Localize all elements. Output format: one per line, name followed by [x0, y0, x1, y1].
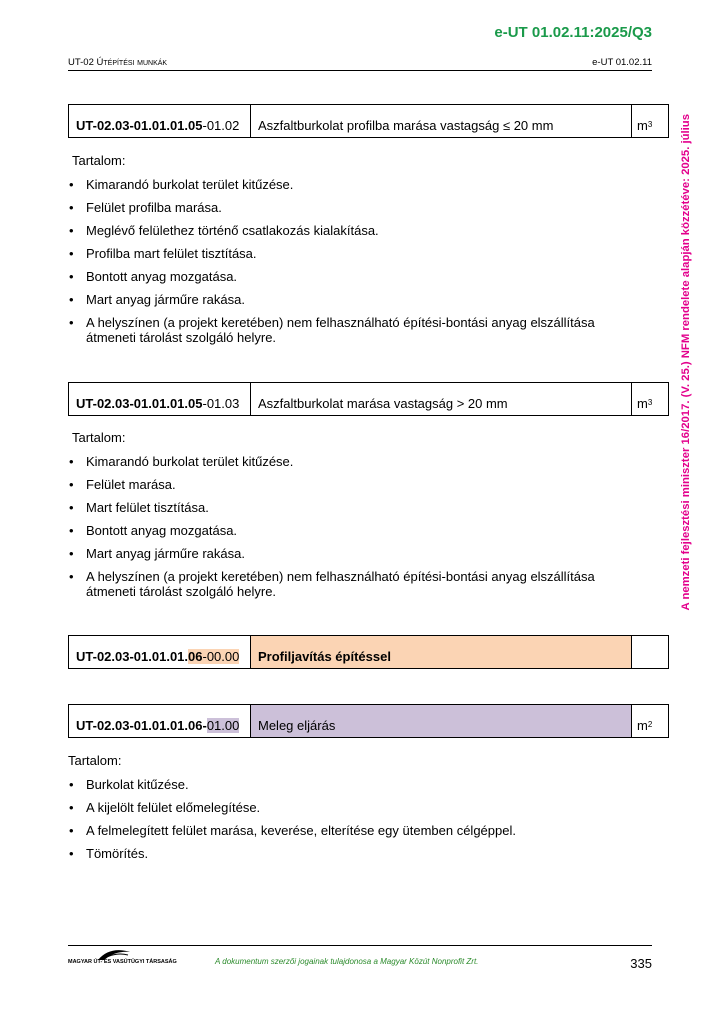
item-code-suffix: -00.00 — [202, 648, 240, 664]
item-code-suffix: -01.03 — [202, 395, 240, 411]
item-name: Aszfaltburkolat marása vastagság > 20 mm — [251, 383, 632, 415]
item-code — [69, 383, 251, 415]
content-label: Tartalom: — [72, 153, 126, 168]
list-item: • Kimarandó burkolat terület kitűzése. — [68, 177, 628, 192]
content-label: Tartalom: — [68, 753, 122, 768]
unit-base: m — [637, 117, 648, 133]
item-code-prefix: UT-02.03-01.01.01.05 — [76, 117, 203, 133]
content-list-4 — [68, 777, 628, 869]
item-unit: m 3 — [637, 117, 653, 133]
organization-logo — [68, 948, 177, 970]
content-list-2 — [68, 454, 628, 607]
item-code-prefix: UT-02.03-01.01.01. — [76, 648, 189, 664]
item-name: Aszfaltburkolat profilba marása vastagság ≤ 20 mm — [251, 105, 632, 137]
content-list-1 — [68, 177, 628, 353]
running-header — [68, 57, 652, 71]
list-item: • A helyszínen (a projekt keretében) nem felhasználható építési-bontási anyag elszállítása átmeneti tárolást szolgáló helyre. — [68, 569, 628, 599]
list-item: • A helyszínen (a projekt keretében) nem felhasználható építési-bontási anyag elszállítása átmeneti tárolást szolgáló helyre. — [68, 315, 628, 345]
list-item: • Mart anyag járműre rakása. — [68, 546, 628, 561]
unit-base: m — [637, 395, 648, 411]
item-code-highlight: 06 — [188, 648, 203, 664]
item-code — [69, 105, 251, 137]
list-item: • Felület profilba marása. — [68, 200, 628, 215]
page-number: 335 — [630, 956, 652, 971]
item-name: Profiljavítás építéssel — [251, 636, 632, 668]
item-table-1 — [68, 104, 669, 138]
item-code-highlight: 01.00 — [206, 717, 240, 733]
item-table-2 — [68, 382, 669, 416]
item-name: Meleg eljárás — [251, 705, 632, 737]
unit-base: m — [637, 717, 648, 733]
item-unit — [632, 636, 668, 668]
item-table-4 — [68, 704, 669, 738]
item-unit: m 2 — [637, 717, 653, 733]
logo-text: MAGYAR ÚT- ÉS VASÚTÜGYI TÁRSASÁG — [68, 959, 177, 965]
item-code-prefix: UT-02.03-01.01.01.05 — [76, 395, 203, 411]
document-id: e-UT 01.02.11:2025/Q3 — [494, 24, 652, 41]
list-item: • A kijelölt felület előmelegítése. — [68, 800, 628, 815]
list-item: • Mart anyag járműre rakása. — [68, 292, 628, 307]
item-code — [69, 636, 251, 668]
footer-copyright: A dokumentum szerzői jogainak tulajdonosa a Magyar Közút Nonprofit Zrt. — [215, 957, 479, 966]
list-item: • Burkolat kitűzése. — [68, 777, 628, 792]
side-note-text: A nemzeti fejlesztési miniszter 16/2017. (V. 25.) NFM rendelete alapján közzétéve: 2025. július — [680, 113, 692, 611]
header-right: e-UT 01.02.11 — [592, 57, 652, 68]
list-item: • Kimarandó burkolat terület kitűzése. — [68, 454, 628, 469]
list-item: • Meglévő felülethez történő csatlakozás kialakítása. — [68, 223, 628, 238]
item-unit: m 3 — [637, 395, 653, 411]
header-left: UT-02 Útépítési munkák — [68, 57, 168, 68]
footer-rule — [68, 945, 652, 946]
list-item: • Bontott anyag mozgatása. — [68, 523, 628, 538]
side-note — [677, 96, 695, 628]
list-item: • Bontott anyag mozgatása. — [68, 269, 628, 284]
list-item: • Tömörítés. — [68, 846, 628, 861]
content-label: Tartalom: — [72, 430, 126, 445]
item-code — [69, 705, 251, 737]
list-item: • Profilba mart felület tisztítása. — [68, 246, 628, 261]
item-code-suffix: -01.02 — [202, 117, 240, 133]
item-code-prefix: UT-02.03-01.01.01.06- — [76, 717, 207, 733]
list-item: • Felület marása. — [68, 477, 628, 492]
list-item: • Mart felület tisztítása. — [68, 500, 628, 515]
list-item: • A felmelegített felület marása, keverése, elterítése egy ütemben célgéppel. — [68, 823, 628, 838]
item-table-3 — [68, 635, 669, 669]
